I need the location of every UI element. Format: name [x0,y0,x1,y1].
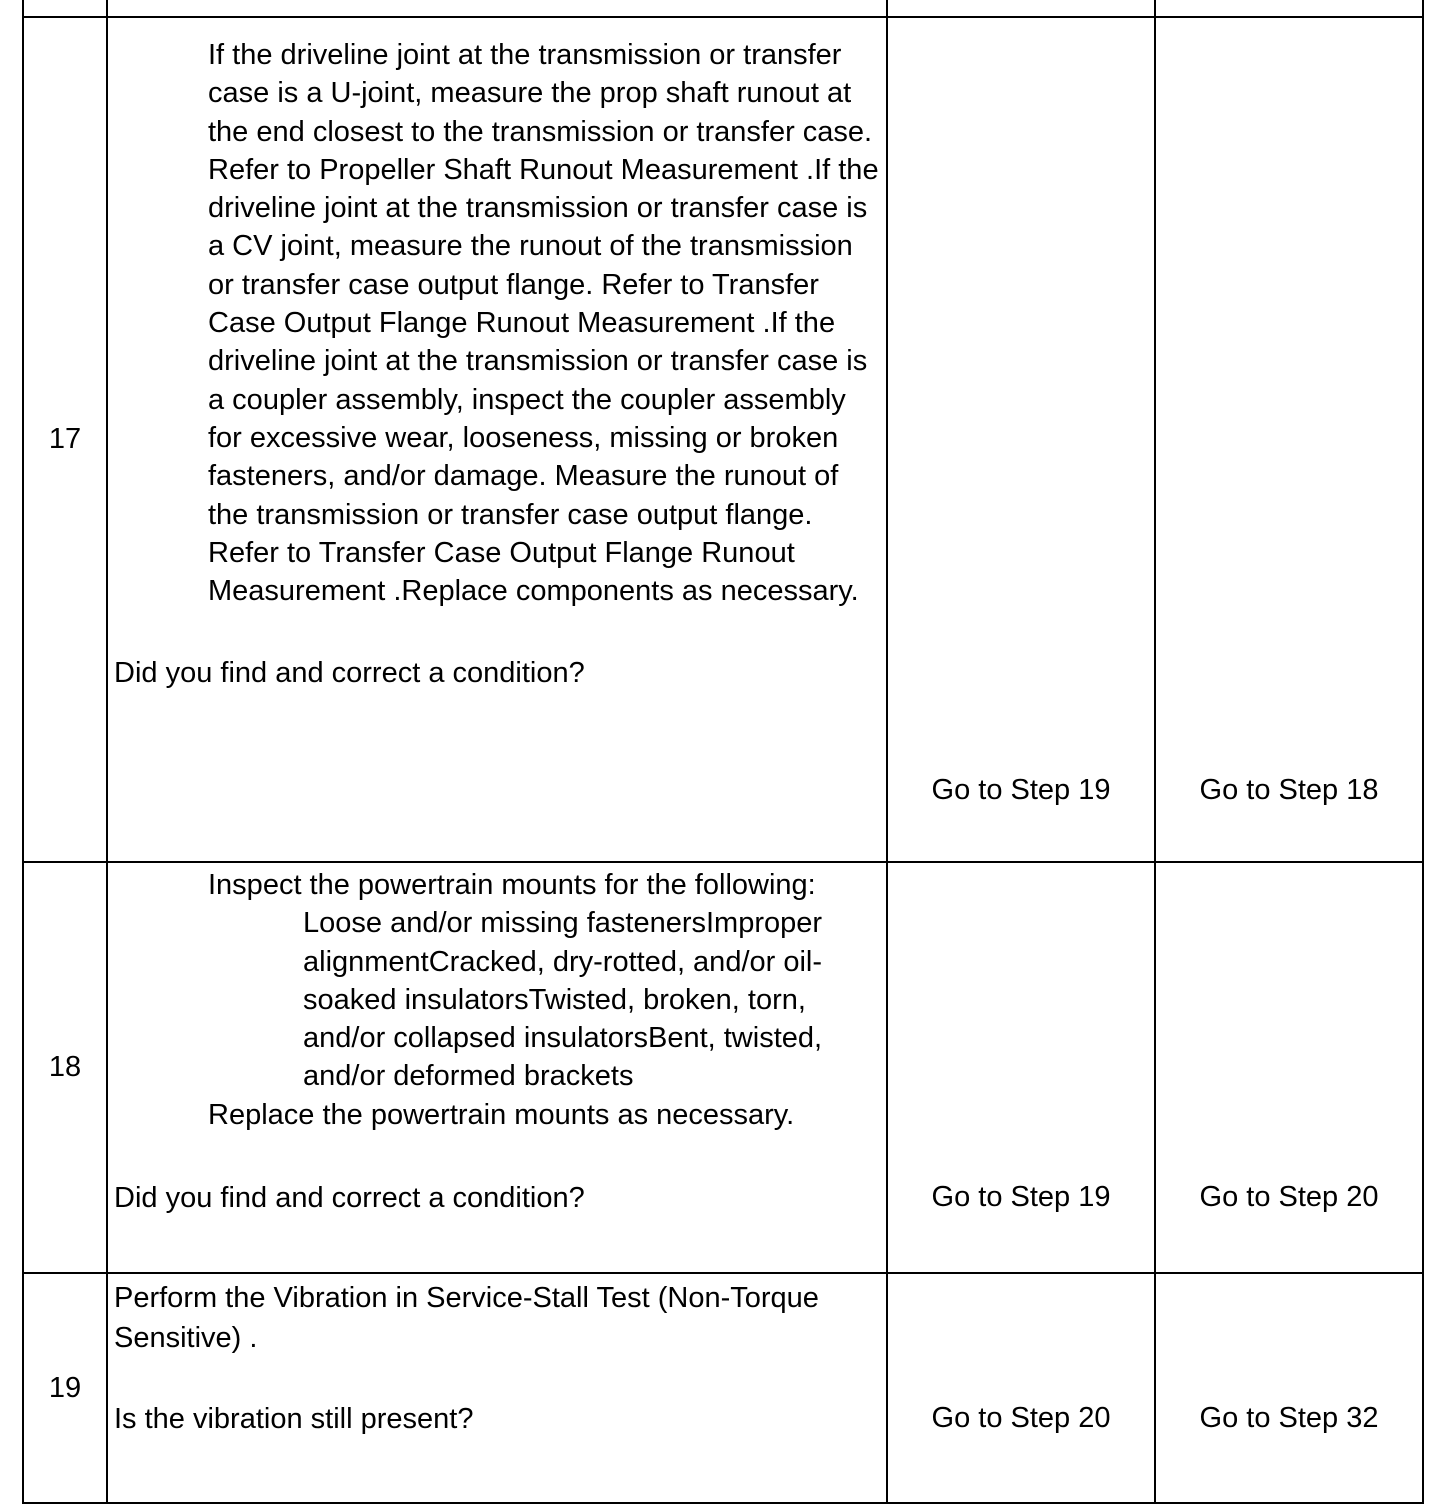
yes-link[interactable]: Go to Step 19 [931,774,1111,806]
question-text: Is the vibration still present? [114,1403,474,1435]
action-cell [107,0,887,17]
question-text: Did you find and correct a condition? [114,1182,585,1215]
action-intro: Inspect the powertrain mounts for the following: [208,869,816,901]
no-cell [1155,0,1423,17]
step-number-cell [23,0,107,17]
question-text: Did you find and correct a condition? [114,657,585,690]
no-link[interactable]: Go to Step 20 [1199,1181,1379,1213]
diagnostic-steps-table [22,0,1424,1504]
step-number: 17 [23,17,107,862]
step-number: 18 [23,862,107,1273]
action-cell [107,17,887,862]
action-cell [107,862,887,1273]
yes-cell [887,1273,1155,1503]
yes-link[interactable]: Go to Step 20 [931,1402,1111,1434]
yes-link[interactable]: Go to Step 19 [931,1181,1111,1213]
action-text: Perform the Vibration in Service-Stall Test (Non-Torque Sensitive) . [114,1282,819,1354]
yes-cell [887,0,1155,17]
no-link[interactable]: Go to Step 18 [1199,774,1379,806]
no-cell [1155,17,1423,862]
yes-cell [887,17,1155,862]
table-row-step-17 [23,17,1423,862]
step-number: 19 [23,1273,107,1503]
no-link[interactable]: Go to Step 32 [1199,1402,1379,1434]
table-row-previous [23,0,1423,17]
yes-cell [887,862,1155,1273]
inspection-list: Loose and/or missing fastenersImproper alignmentCracked, dry-rotted, and/or oil-soaked insulatorsTwisted, broken, torn, and/or collapsed insulatorsBent, twisted, and/or deformed brackets [303,907,823,1093]
table-row-step-19 [23,1273,1423,1503]
action-text: If the driveline joint at the transmission or transfer case is a U-joint, measure the prop shaft runout at the end closest to the transmission or transfer case. Refer to Propeller Shaft Runout Measurement .If the driveline joint at the transmission or transfer case is a CV joint, measure the runout of the transmission or transfer case output flange. Refer to Transfer Case Output Flange Runout Measurement .If the driveline joint at the transmission or transfer case is a coupler assembly, inspect the coupler assembly for excessive wear, looseness, missing or broken fasteners, and/or damage. Measure the runout of the transmission or transfer case output flange. Refer to Transfer Case Output Flange Runout Measurement .Replace components as necessary. [208,39,879,608]
action-cell [107,1273,887,1503]
no-cell [1155,1273,1423,1503]
action-outro: Replace the powertrain mounts as necessary. [208,1098,795,1131]
table-row-step-18 [23,862,1423,1273]
no-cell [1155,862,1423,1273]
